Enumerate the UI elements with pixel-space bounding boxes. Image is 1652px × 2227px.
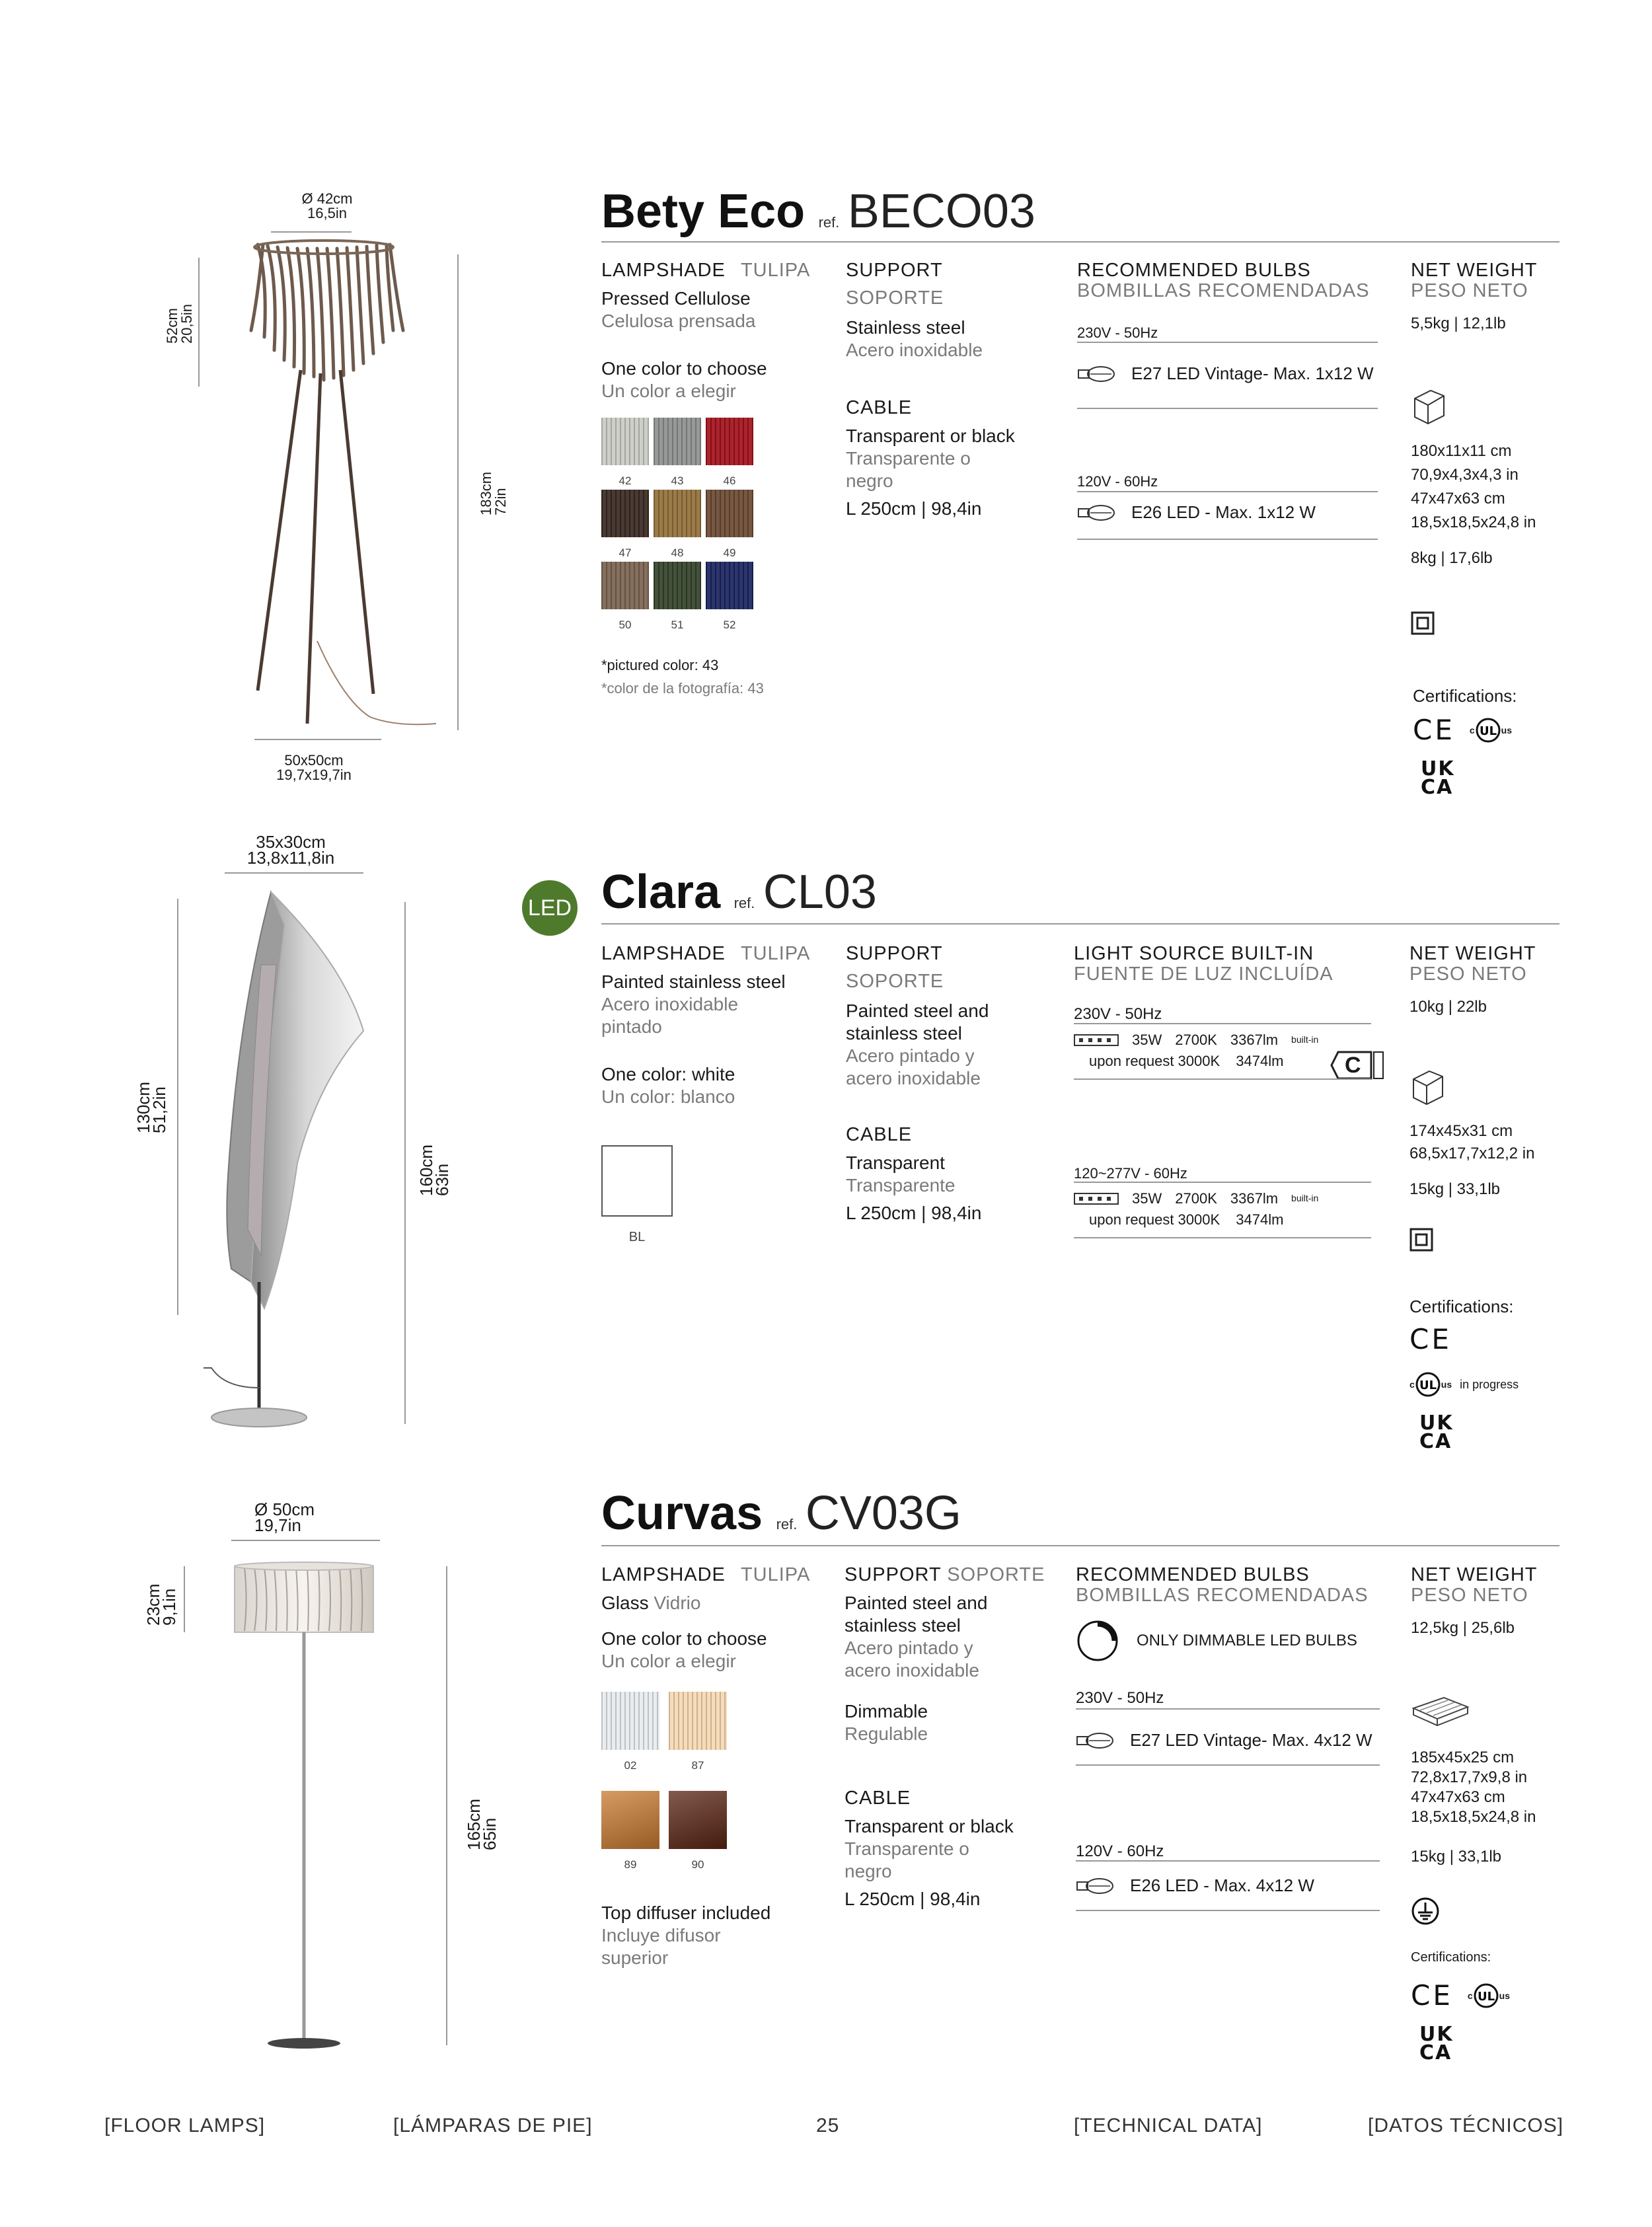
class-ii-icon bbox=[1409, 1228, 1433, 1252]
ref-label: ref. bbox=[818, 214, 840, 231]
dimmer-icon bbox=[1076, 1619, 1119, 1663]
ul-in-progress: in progress bbox=[1460, 1377, 1519, 1391]
product-name: Curvas bbox=[601, 1487, 763, 1540]
total-height-in: 63in bbox=[432, 1163, 452, 1196]
lampshade-block bbox=[601, 943, 839, 1108]
box-dims bbox=[1411, 439, 1536, 535]
color-swatch bbox=[654, 562, 701, 609]
rule bbox=[1076, 1708, 1380, 1710]
swatch-code: 48 bbox=[671, 547, 684, 559]
diameter-cm: Ø 42cm bbox=[301, 190, 353, 207]
ukca-uk: UK bbox=[1421, 757, 1455, 780]
pictured-color: *pictured color: 43 bbox=[601, 657, 719, 673]
product-ref: CL03 bbox=[763, 866, 877, 919]
bulbs-title: RECOMMENDED BULBS bbox=[1077, 260, 1311, 281]
cable-title: CABLE bbox=[846, 397, 913, 418]
pallet-dim-in: 18,5x18,5x24,8 in bbox=[1411, 513, 1536, 531]
lampshade-title-es: TULIPA bbox=[740, 260, 811, 281]
box-dim-in: 70,9x4,3x4,3 in bbox=[1411, 466, 1519, 484]
weight-title: NET WEIGHT bbox=[1409, 943, 1536, 964]
color-note: One color to choose bbox=[601, 1628, 767, 1649]
total-height-label bbox=[479, 472, 508, 515]
ul-c: c bbox=[1467, 1990, 1473, 2001]
top-dims-in: 13,8x11,8in bbox=[246, 848, 335, 868]
led-watt: 35W bbox=[1132, 1032, 1162, 1048]
ul-circle-icon bbox=[1475, 717, 1501, 743]
ul-c: c bbox=[1409, 1379, 1415, 1390]
voltage-230: 230V - 50Hz bbox=[1076, 1689, 1164, 1707]
ul-circle-icon bbox=[1473, 1982, 1499, 2009]
footer-data-en: [TECHNICAL DATA] bbox=[1074, 2115, 1263, 2136]
voltage-230: 230V - 50Hz bbox=[1077, 324, 1158, 341]
lampshade-title: LAMPSHADE bbox=[601, 1564, 726, 1585]
cert-row bbox=[1413, 714, 1512, 746]
dim-line bbox=[177, 899, 178, 1315]
weight-title-es: PESO NETO bbox=[1411, 1585, 1528, 1606]
energy-label-icon bbox=[1330, 1051, 1384, 1080]
ul-us: us bbox=[1499, 1990, 1511, 2001]
swatch-code: 89 bbox=[624, 1858, 637, 1871]
lampshade-title-es: TULIPA bbox=[740, 943, 811, 964]
box-dim-in: 72,8x17,7x9,8 in bbox=[1411, 1768, 1528, 1786]
voltage-230: 230V - 50Hz bbox=[1074, 1005, 1162, 1023]
support-title-es: SOPORTE bbox=[846, 971, 944, 992]
ukca-ca: CA bbox=[1419, 1430, 1452, 1453]
lampshade-block bbox=[601, 260, 833, 402]
certifications-label: Certifications: bbox=[1411, 1950, 1491, 1965]
ref-label: ref. bbox=[733, 895, 755, 911]
dim-line bbox=[404, 902, 406, 1424]
lampshade-material-es: Vidrio bbox=[654, 1593, 701, 1613]
led-badge bbox=[522, 880, 578, 936]
rule bbox=[1077, 491, 1378, 492]
swatch-code: 02 bbox=[624, 1759, 637, 1772]
cert-row bbox=[1411, 1979, 1510, 2012]
diffuser-text: Top diffuser included bbox=[601, 1903, 771, 1923]
swatch-code: 46 bbox=[723, 474, 736, 487]
net-weight: 5,5kg | 12,1lb bbox=[1411, 315, 1506, 332]
diameter-cm: Ø 50cm bbox=[254, 1499, 315, 1519]
support-title-es: SOPORTE bbox=[947, 1564, 1045, 1585]
rule bbox=[1074, 1023, 1371, 1024]
dim-line bbox=[231, 1540, 380, 1541]
pallet-icon bbox=[1411, 1695, 1470, 1732]
shade-height-label bbox=[145, 1583, 177, 1626]
top-dims-cm: 35x30cm bbox=[256, 832, 326, 852]
lampshade-material-es: Celulosa prensada bbox=[601, 311, 756, 331]
shade-height-in: 51,2in bbox=[149, 1086, 169, 1133]
color-swatch bbox=[601, 562, 649, 609]
swatch-code: 42 bbox=[619, 474, 632, 487]
led-badge-label: LED bbox=[527, 895, 572, 921]
bulbs-title-es: BOMBILLAS RECOMENDADAS bbox=[1076, 1585, 1369, 1606]
shade-height-in: 20,5in bbox=[178, 304, 195, 344]
cable-type-es-2: negro bbox=[845, 1861, 892, 1881]
total-height-label bbox=[418, 1145, 450, 1196]
weight-title: NET WEIGHT bbox=[1411, 260, 1538, 281]
cable-type-es-2: negro bbox=[846, 471, 893, 491]
cable-title: CABLE bbox=[845, 1788, 911, 1809]
product-name: Clara bbox=[601, 866, 721, 919]
cable-type: Transparent or black bbox=[845, 1816, 1014, 1836]
weight-title: NET WEIGHT bbox=[1411, 1564, 1538, 1585]
gross-weight: 15kg | 33,1lb bbox=[1411, 1848, 1502, 1866]
support-material: Stainless steel bbox=[846, 317, 965, 338]
box-dim-cm: 174x45x31 cm bbox=[1409, 1122, 1513, 1140]
ul-c: c bbox=[1469, 724, 1475, 736]
color-note: One color: white bbox=[601, 1064, 735, 1084]
gross-weight: 15kg | 33,1lb bbox=[1409, 1180, 1501, 1198]
total-height-in: 72in bbox=[492, 488, 509, 515]
lampshade-material: Glass bbox=[601, 1593, 649, 1613]
total-height-cm: 183cm bbox=[478, 471, 494, 515]
dim-line bbox=[184, 1566, 185, 1632]
color-swatch bbox=[601, 1692, 659, 1750]
class-ii-icon bbox=[1411, 611, 1435, 635]
box-dim-cm: 180x11x11 cm bbox=[1411, 442, 1512, 460]
swatch-code: 50 bbox=[619, 619, 632, 631]
support-title: SUPPORT bbox=[845, 1564, 942, 1585]
lampshade-title-es: TULIPA bbox=[740, 1564, 811, 1585]
upon-request bbox=[1089, 1211, 1283, 1228]
upon-request-lumen: 3474lm bbox=[1236, 1211, 1284, 1228]
net-weight: 12,5kg | 25,6lb bbox=[1411, 1619, 1515, 1637]
product-title bbox=[601, 866, 877, 919]
gross-weight: 8kg | 17,6lb bbox=[1411, 549, 1493, 567]
footer-data-es: [DATOS TÉCNICOS] bbox=[1368, 2115, 1564, 2136]
cable-length: L 250cm | 98,4in bbox=[845, 1889, 981, 1909]
light-source-title: LIGHT SOURCE BUILT-IN bbox=[1074, 943, 1314, 964]
lampshade-title: LAMPSHADE bbox=[601, 260, 726, 281]
title-rule bbox=[601, 241, 1559, 243]
support-block bbox=[845, 1564, 1069, 1910]
diameter-in: 16,5in bbox=[307, 205, 347, 221]
led-kelvin: 2700K bbox=[1175, 1032, 1217, 1048]
lampshade-block bbox=[601, 1564, 839, 1673]
ce-mark-icon: CE bbox=[1413, 714, 1455, 746]
diffuser-note bbox=[601, 1902, 839, 1969]
pallet-dim-cm: 47x47x63 cm bbox=[1411, 1788, 1505, 1806]
bulb-icon bbox=[1077, 364, 1117, 384]
voltage-120: 120V - 60Hz bbox=[1077, 473, 1158, 490]
lampshade-material-es-2: pintado bbox=[601, 1016, 662, 1037]
led-spec-row bbox=[1074, 1189, 1318, 1207]
support-material-es-2: acero inoxidable bbox=[846, 1068, 981, 1088]
rule bbox=[1077, 539, 1378, 540]
shade-height-cm: 130cm bbox=[133, 1081, 153, 1133]
box-dim-cm: 185x45x25 cm bbox=[1411, 1749, 1515, 1766]
weight-title-es: PESO NETO bbox=[1411, 280, 1528, 301]
net-weight: 10kg | 22lb bbox=[1409, 998, 1487, 1016]
ukca-ca: CA bbox=[1421, 776, 1454, 799]
cable-type-es: Transparente o bbox=[846, 448, 971, 469]
led-strip-icon bbox=[1074, 1034, 1119, 1046]
led-lumen: 3367lm bbox=[1230, 1032, 1279, 1048]
bulb-spec: E27 LED Vintage- Max. 4x12 W bbox=[1130, 1730, 1372, 1750]
ukca-mark-icon bbox=[1419, 2025, 1454, 2062]
certifications-label: Certifications: bbox=[1413, 686, 1517, 706]
diameter-label bbox=[254, 1501, 387, 1533]
ul-us: us bbox=[1441, 1379, 1452, 1390]
support-material-es: Acero inoxidable bbox=[846, 340, 983, 360]
curvas-lamp-illustration bbox=[225, 1560, 383, 2049]
rule bbox=[1074, 1237, 1371, 1238]
weight-block bbox=[1411, 1564, 1622, 1638]
ul-mark-icon bbox=[1468, 1982, 1510, 2009]
builtin-tag: built-in bbox=[1291, 1193, 1319, 1203]
swatch-code: 43 bbox=[671, 474, 684, 487]
total-height-in: 65in bbox=[480, 1817, 500, 1850]
upon-request bbox=[1089, 1052, 1283, 1070]
product-ref: CV03G bbox=[805, 1487, 961, 1540]
ul-mark-icon bbox=[1470, 717, 1512, 743]
diameter-in: 19,7in bbox=[254, 1515, 301, 1535]
lampshade-title: LAMPSHADE bbox=[601, 943, 726, 964]
shade-height-cm: 52cm bbox=[164, 308, 180, 344]
lampshade-material-es: Acero inoxidable bbox=[601, 994, 739, 1014]
swatch-code: 51 bbox=[671, 619, 684, 631]
bulb-row bbox=[1076, 1875, 1314, 1896]
pallet-dim-cm: 47x47x63 cm bbox=[1411, 490, 1505, 508]
color-swatch bbox=[654, 490, 701, 537]
certifications-label: Certifications: bbox=[1409, 1297, 1514, 1316]
builtin-tag: built-in bbox=[1291, 1034, 1319, 1045]
footer-section-es: [LÁMPARAS DE PIE] bbox=[393, 2115, 593, 2136]
bulb-row bbox=[1077, 363, 1374, 384]
dim-line bbox=[446, 1566, 447, 2045]
bulbs-title: RECOMMENDED BULBS bbox=[1076, 1564, 1310, 1585]
upon-request-lumen: 3474lm bbox=[1236, 1053, 1284, 1069]
bulb-spec: E26 LED - Max. 1x12 W bbox=[1131, 502, 1316, 522]
bulbs-block bbox=[1076, 1564, 1380, 1605]
bulb-icon bbox=[1077, 503, 1117, 523]
color-swatches bbox=[601, 1692, 760, 1890]
support-material: Painted steel and bbox=[846, 1000, 989, 1021]
color-swatch bbox=[706, 490, 753, 537]
ukca-mark-icon bbox=[1419, 1414, 1454, 1451]
upon-request-kelvin: upon request 3000K bbox=[1089, 1211, 1220, 1228]
base-cm: 50x50cm bbox=[284, 752, 344, 769]
bulb-icon bbox=[1076, 1731, 1115, 1751]
color-note-es: Un color a elegir bbox=[601, 1651, 736, 1671]
diffuser-text-es-2: superior bbox=[601, 1947, 669, 1968]
led-spec-row bbox=[1074, 1031, 1318, 1049]
diffuser-text-es: Incluye difusor bbox=[601, 1925, 721, 1945]
cable-type: Transparent or black bbox=[846, 426, 1015, 446]
swatch-code: 87 bbox=[691, 1759, 704, 1772]
dimmable-only-note: ONLY DIMMABLE LED BULBS bbox=[1137, 1632, 1357, 1649]
ref-label: ref. bbox=[776, 1516, 798, 1532]
ul-circle-icon bbox=[1415, 1371, 1441, 1398]
rule bbox=[1076, 1910, 1380, 1911]
support-material: Painted steel and bbox=[845, 1593, 988, 1613]
upon-request-kelvin: upon request 3000K bbox=[1089, 1053, 1220, 1069]
rule bbox=[1076, 1860, 1380, 1862]
led-kelvin: 2700K bbox=[1175, 1190, 1217, 1207]
support-material-2: stainless steel bbox=[846, 1023, 962, 1043]
svg-text:UL: UL bbox=[1479, 724, 1497, 738]
light-source-title-es: FUENTE DE LUZ INCLUÍDA bbox=[1074, 963, 1333, 985]
swatch-code: BL bbox=[628, 1230, 646, 1244]
support-title: SUPPORT bbox=[846, 260, 943, 281]
pictured-note bbox=[601, 656, 764, 697]
support-material-es: Acero pintado y bbox=[845, 1638, 973, 1658]
bulb-spec: E27 LED Vintage- Max. 1x12 W bbox=[1131, 363, 1374, 383]
title-rule bbox=[601, 923, 1559, 925]
dim-line bbox=[271, 231, 352, 233]
rule bbox=[1076, 1764, 1380, 1766]
weight-block bbox=[1411, 260, 1622, 334]
ukca-mark-icon bbox=[1421, 757, 1455, 799]
rule bbox=[1074, 1078, 1371, 1080]
dimmable: Dimmable bbox=[845, 1701, 928, 1721]
led-watt: 35W bbox=[1132, 1190, 1162, 1207]
product-title bbox=[601, 1487, 961, 1540]
lampshade-material: Pressed Cellulose bbox=[601, 288, 751, 309]
color-swatch bbox=[601, 418, 649, 465]
page-number: 25 bbox=[816, 2115, 840, 2136]
svg-text:UL: UL bbox=[1419, 1378, 1437, 1392]
support-material-2: stainless steel bbox=[845, 1615, 961, 1636]
pictured-color-es: *color de la fotografía: 43 bbox=[601, 680, 764, 697]
bulbs-block bbox=[1077, 260, 1374, 301]
ce-mark-icon: CE bbox=[1411, 1979, 1453, 2012]
product-ref: BECO03 bbox=[847, 185, 1035, 238]
color-note-es: Un color a elegir bbox=[601, 381, 736, 401]
energy-class: C bbox=[1345, 1053, 1361, 1078]
box-dim-in: 68,5x17,7x12,2 in bbox=[1409, 1145, 1535, 1162]
cable-length: L 250cm | 98,4in bbox=[846, 498, 982, 519]
dim-line bbox=[225, 872, 363, 874]
box-dims bbox=[1409, 1120, 1534, 1165]
bulb-icon bbox=[1076, 1876, 1115, 1896]
top-dims-label bbox=[225, 834, 357, 866]
led-lumen: 3367lm bbox=[1230, 1190, 1279, 1207]
total-height-cm: 165cm bbox=[464, 1798, 484, 1850]
color-note-es: Un color: blanco bbox=[601, 1086, 735, 1107]
bety-eco-lamp-illustration bbox=[238, 238, 449, 740]
color-swatch bbox=[601, 490, 649, 537]
color-swatch bbox=[601, 1145, 673, 1217]
shade-height-cm: 23cm bbox=[143, 1583, 163, 1626]
bulbs-title-es: BOMBILLAS RECOMENDADAS bbox=[1077, 280, 1370, 301]
diameter-label bbox=[274, 192, 380, 221]
pallet-dim-in: 18,5x18,5x24,8 in bbox=[1411, 1808, 1536, 1826]
swatch-code: 52 bbox=[723, 619, 736, 631]
box-icon bbox=[1411, 387, 1448, 426]
dim-line bbox=[457, 254, 459, 730]
dimmable-es: Regulable bbox=[845, 1723, 928, 1744]
support-title: SUPPORT bbox=[846, 943, 943, 964]
swatch-code: 47 bbox=[619, 547, 632, 559]
voltage-120-277: 120~277V - 60Hz bbox=[1074, 1165, 1187, 1182]
color-swatch bbox=[669, 1791, 727, 1849]
ul-us: us bbox=[1501, 724, 1513, 736]
box-dims bbox=[1411, 1748, 1536, 1827]
cable-title: CABLE bbox=[846, 1124, 913, 1145]
bulb-row bbox=[1076, 1730, 1372, 1751]
rule bbox=[1077, 408, 1378, 409]
ukca-ca: CA bbox=[1419, 2041, 1452, 2064]
ukca-uk: UK bbox=[1419, 1412, 1454, 1435]
total-height-label bbox=[466, 1799, 498, 1850]
dimmable-only-row bbox=[1076, 1619, 1357, 1663]
bulb-spec: E26 LED - Max. 4x12 W bbox=[1130, 1875, 1314, 1895]
ul-mark-icon bbox=[1409, 1371, 1519, 1398]
ce-mark-icon: CE bbox=[1409, 1323, 1452, 1355]
weight-block bbox=[1409, 943, 1621, 1017]
cable-type-es: Transparente o bbox=[845, 1838, 969, 1859]
cable-type: Transparent bbox=[846, 1152, 945, 1173]
color-note: One color to choose bbox=[601, 358, 767, 379]
weight-title-es: PESO NETO bbox=[1409, 963, 1527, 985]
support-title-es: SOPORTE bbox=[846, 287, 944, 309]
cable-type-es: Transparente bbox=[846, 1175, 956, 1195]
support-block bbox=[846, 943, 1070, 1225]
product-name: Bety Eco bbox=[601, 185, 806, 238]
shade-height-in: 9,1in bbox=[159, 1588, 179, 1626]
bulb-row bbox=[1077, 502, 1316, 523]
rule bbox=[1077, 342, 1378, 343]
support-block bbox=[846, 260, 1070, 520]
color-swatches bbox=[601, 418, 786, 631]
clara-lamp-illustration bbox=[198, 886, 396, 1441]
color-swatch bbox=[706, 562, 753, 609]
support-material-es: Acero pintado y bbox=[846, 1045, 975, 1066]
footer-section-en: [FLOOR LAMPS] bbox=[104, 2115, 266, 2136]
support-material-es-2: acero inoxidable bbox=[845, 1660, 979, 1680]
shade-height-label bbox=[165, 304, 194, 344]
light-source-block bbox=[1074, 943, 1384, 984]
cable-length: L 250cm | 98,4in bbox=[846, 1203, 982, 1223]
swatch-code: 49 bbox=[723, 547, 736, 559]
earth-ground-icon bbox=[1411, 1897, 1440, 1926]
total-height-cm: 160cm bbox=[416, 1144, 436, 1196]
lampshade-material: Painted stainless steel bbox=[601, 971, 786, 992]
swatch-code: 90 bbox=[691, 1858, 704, 1871]
dim-line bbox=[198, 258, 200, 387]
color-swatch bbox=[601, 1791, 659, 1849]
color-swatch bbox=[669, 1692, 727, 1750]
voltage-120: 120V - 60Hz bbox=[1076, 1842, 1164, 1860]
ukca-uk: UK bbox=[1419, 2023, 1454, 2046]
base-label bbox=[261, 753, 367, 782]
led-strip-icon bbox=[1074, 1193, 1119, 1205]
color-swatch bbox=[706, 418, 753, 465]
base-in: 19,7x19,7in bbox=[276, 767, 352, 783]
rule bbox=[1074, 1182, 1371, 1183]
shade-height-label bbox=[135, 1082, 167, 1133]
title-rule bbox=[601, 1545, 1559, 1546]
svg-text:UL: UL bbox=[1477, 1989, 1495, 2004]
product-title bbox=[601, 185, 1035, 238]
color-swatch bbox=[654, 418, 701, 465]
box-icon bbox=[1409, 1067, 1446, 1107]
